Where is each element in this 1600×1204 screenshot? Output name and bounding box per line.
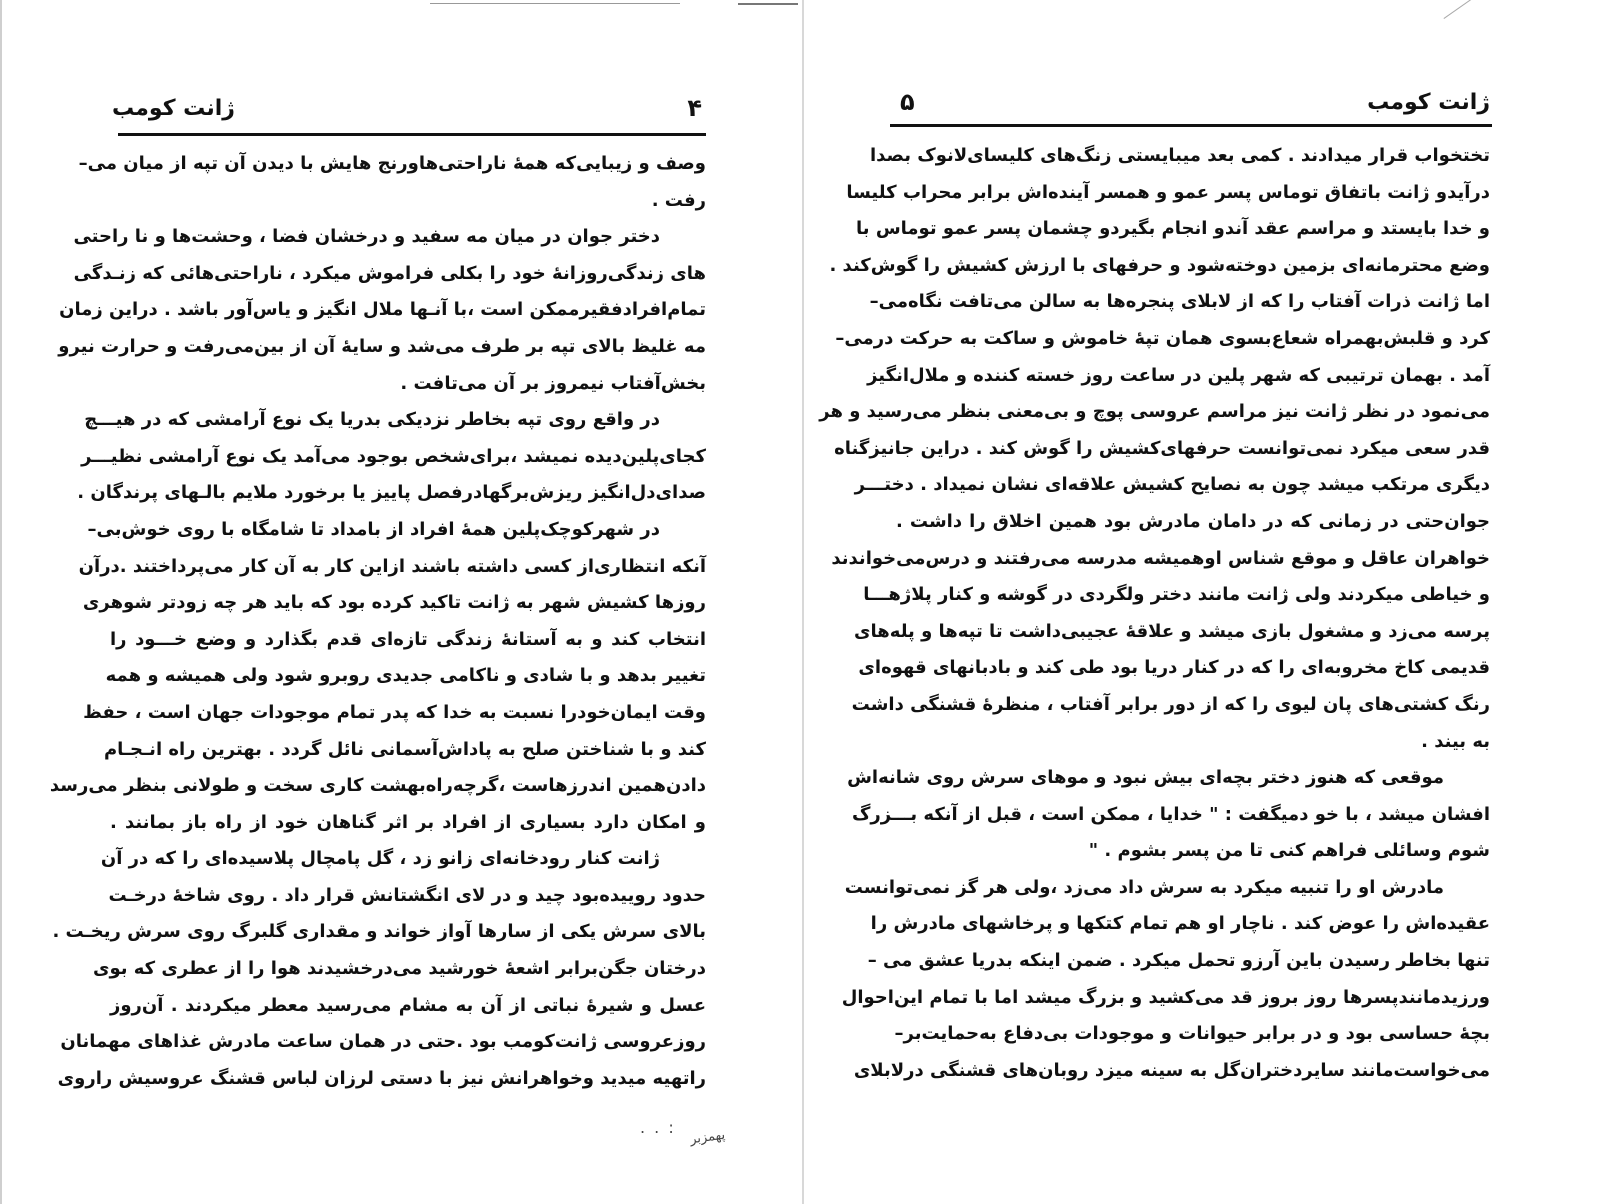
text-line: درآیدو ژانت باتفاق توماس پسر عمو و همسر آینده‌اش برابر محراب کلیسا	[846, 181, 1490, 203]
text-line: دیگری مرتکب میشد چون به نصایح کشیش علاقه‌ای نشان نمیداد . دختـــر	[854, 474, 1490, 496]
left-page-edge	[0, 0, 2, 1204]
bottom-dots: . . :	[640, 1118, 676, 1137]
left-page-number: ۴	[687, 94, 702, 122]
text-line: موقعی که هنوز دختر بچه‌ای بیش نبود و موهای سرش روی شانه‌اش	[847, 767, 1444, 789]
text-line: اما ژانت ذرات آفتاب را که از لابلای پنجره‌ها به سالن می‌تافت نگاه‌می–	[869, 291, 1490, 313]
text-line: حدود روییده‌بود چید و در لای انگشتانش قرار داد . روی شاخهٔ درخـت	[108, 884, 706, 906]
text-line: راتهیه میدید وخواهرانش نیز با دستی لرزان لباس قشنگ عروسیش راروی	[57, 1067, 706, 1089]
text-line: کند و با شناختن صلح به پاداش‌آسمانی نائل گردد . بهترین راه انـجـام	[103, 738, 706, 760]
text-line: وقت ایمان‌خودرا نسبت به خدا که پدر تمام موجودات جهان است ، حفظ	[83, 701, 706, 723]
text-line: آمد . بهمان ترتیبی که شهر پلین در ساعت روز خسته کننده و ملال‌انگیز	[867, 364, 1490, 386]
text-line: انتخاب کند و به آستانهٔ زندگی تازه‌ای قدم بگذارد و وضع خـــود را	[110, 628, 706, 650]
text-line: تمام‌افرادفقیرممکن است ،با آنـها ملال انگیز و یاس‌آور باشد . دراین زمان	[59, 299, 706, 321]
text-line: کرد و قلبش‌بهمراه شعاع‌بسوی همان تپهٔ خاموش و ساکت به حرکت درمی–	[835, 327, 1490, 349]
text-line: دختر جوان در میان مه سفید و درخشان فضا ، وحشت‌ها و نا راحتی	[73, 226, 660, 248]
text-line: به بیند .	[1421, 730, 1490, 752]
text-line: در شهرکوچک‌پلین همهٔ افراد از بامداد تا شامگاه با روی خوش‌بی–	[87, 518, 660, 540]
right-page	[804, 0, 1600, 1204]
text-line: کجای‌پلین‌دیده نمیشد ،برای‌شخص بوجود می‌آمد یک نوع آرامشی نظیـــر	[81, 445, 706, 467]
text-line: می‌نمود در نظر ژانت نیز مراسم عروسی پوچ و بی‌معنی بنظر می‌رسید و هر	[819, 401, 1490, 423]
right-page-number: ۵	[900, 88, 915, 116]
text-line: تنها بخاطر رسیدن باین آرزو تحمل میکرد . ضمن اینکه بدریا عشق می –	[867, 950, 1490, 972]
text-line: بخش‌آفتاب نیمروز بر آن می‌تافت .	[400, 372, 706, 394]
text-line: عسل و شیرهٔ نباتی از آن به مشام می‌رسید معطر میکردند . آن‌روز	[110, 994, 706, 1016]
text-line: می‌خواست‌مانند سایردختران‌گل به سینه میزد روبان‌های قشنگی درلابلای	[853, 1059, 1490, 1081]
text-line: بالای سرش یکی از سارها آواز خواند و مقداری گلبرگ روی سرش ریخـت .	[52, 921, 706, 943]
left-page-body	[49, 146, 706, 1097]
text-line: مادرش او را تنبیه میکرد به سرش داد می‌زد ،ولی هر گز نمی‌توانست	[844, 876, 1444, 898]
text-line: ورزیدمانندپسرها روز بروز قد می‌کشید و بزرگ میشد اما با تمام این‌احوال	[841, 986, 1490, 1008]
text-line: آنکه انتظاری‌از کسی داشته باشند ازاین کار به آن کار می‌پرداختند .درآن	[78, 555, 706, 577]
text-line: قدر سعی میکرد نمی‌توانست حرفهای‌کشیش را گوش کند . دراین جانیزگناه	[834, 437, 1490, 459]
left-page-header	[112, 96, 702, 136]
right-header-rule	[890, 124, 1492, 127]
text-line: شوم وسائلی فراهم کنی تا من پسر بشوم . "	[1088, 840, 1490, 862]
text-line: و خدا بایستد و مراسم عقد آندو انجام بگیردو چشمان پسر عمو توماس با	[856, 218, 1490, 240]
text-line: و امکان دارد بسیاری از افراد بر اثر گناهان خود از راه باز بمانند .	[110, 811, 706, 833]
top-edge-mark	[430, 3, 680, 4]
text-line: تغییر بدهد و با شادی و ناکامی جدیدی روبرو شود ولی همیشه و همه	[105, 665, 706, 687]
left-running-title: ژانت کومب	[112, 96, 235, 121]
text-line: خواهران عاقل و موقع شناس او‌همیشه مدرسه می‌رفتند و درس‌می‌خواندند	[831, 547, 1490, 569]
text-line: دادن‌همین اندرزهاست ،گرچه‌راه‌بهشت کاری سخت و طولانی بنظر می‌رسد	[49, 775, 706, 797]
text-line: وصف و زیبایی‌که همه‌ٔ ناراحتی‌هاورنج هایش با دیدن آن تپه از میان می‌–	[78, 153, 706, 174]
text-line: افشان میشد ، با خو دمیگفت : " خدایا ، ممکن است ، قبل از آنکه بـــزرگ	[851, 803, 1490, 825]
text-line: و خیاطی میکردند ولی ژانت مانند دختر ولگردی در گوشه و کنار پلاژهـــا	[863, 584, 1490, 606]
text-line: جوان‌حتی در زمانی که در دامان مادرش بود همین اخلاق را داشت .	[896, 510, 1490, 532]
text-line: های زندگی‌روزانهٔ خود را بکلی فراموش میکرد ، ناراحتی‌هائی که زنـدگی	[73, 262, 706, 284]
text-line: پرسه می‌زد و مشغول بازی میشد و علاقهٔ عجیبی‌داشت تا تپه‌ها و پله‌های	[854, 620, 1490, 642]
text-line: مه غلیظ بالای تپه بر طرف می‌شد و سایهٔ آن از بین‌می‌رفت و حرارت نیرو	[58, 335, 706, 357]
top-edge-mark	[738, 3, 798, 5]
text-line: وضع محترمانه‌ای بزمین دوخته‌شود و حرفهای با ارزش کشیش را گوش‌کند .	[829, 254, 1490, 276]
text-line: درختان جگن‌برابر اشعهٔ خورشید می‌درخشیدند هوا را از عطری که بوی	[92, 958, 706, 980]
text-line: قدیمی کاخ مخروبه‌ای را که در کنار دریا بود طی کند و بادبانهای قهوه‌ای	[858, 657, 1490, 679]
right-running-title: ژانت کومب	[1367, 90, 1490, 115]
text-line: رفت .	[651, 189, 706, 211]
text-line: عقیده‌اش را عوض کند . ناچار او هم تمام کتکها و پرخاشهای مادرش را	[870, 913, 1490, 935]
text-line: صدای‌دل‌انگیز ریزش‌برگهادرفصل پاییز یا برخورد ملایم بالـهای پرندگان .	[77, 482, 706, 504]
text-line: در واقع روی تپه بخاطر نزدیکی بدریا یک نوع آرامشی که در هیـــچ	[84, 409, 660, 431]
text-line: روزها کشیش شهر به ژانت تاکید کرده بود که باید هر چه زودتر شوهری	[82, 592, 706, 614]
text-line: ژانت کنار رودخانه‌ای زانو زد ، گل پامچال پلاسیده‌ای را که در آن	[100, 848, 660, 870]
left-header-rule	[118, 133, 706, 136]
bottom-scribble: پهمزبر	[689, 1127, 726, 1148]
text-line: رنگ کشتی‌های پان لیوی را که از دور برابر آفتاب ، منظرهٔ قشنگی داشت	[851, 693, 1490, 715]
text-line: روزعروسی ژانت‌کومب بود .حتی در همان ساعت مادرش غذاهای مهمانان	[60, 1031, 706, 1053]
right-page-body	[819, 138, 1490, 1089]
text-line: بچهٔ حساسی بود و در برابر حیوانات و موجودات بی‌دفاع به‌حمایت‌بر–	[894, 1023, 1490, 1045]
text-line: تختخواب قرار میدادند . کمی بعد میبایستی زنگ‌های کلیسای‌لانوک بصدا	[869, 145, 1490, 166]
